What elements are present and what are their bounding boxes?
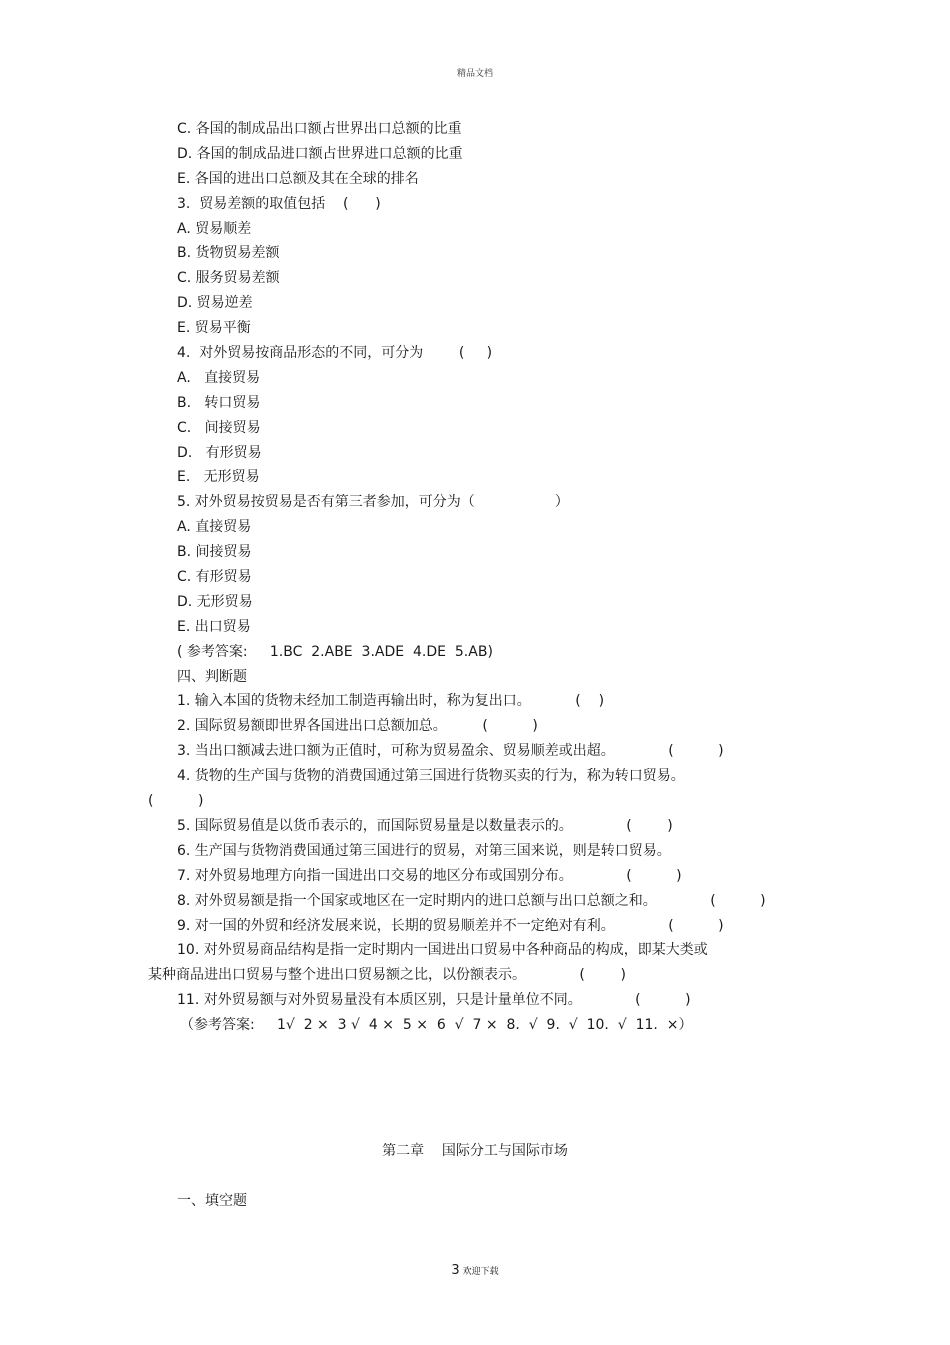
text-line: 8. 对外贸易额是指一个国家或地区在一定时期内的进口总额与出口总额之和。 ( ) xyxy=(177,892,766,909)
text-line: C. 间接贸易 xyxy=(177,419,261,436)
text-line: E. 出口贸易 xyxy=(177,618,251,635)
text-line: 10. 对外贸易商品结构是指一定时期内一国进出口贸易中各种商品的构成，即某大类或 xyxy=(177,942,708,959)
text-line: 4. 货物的生产国与货物的消费国通过第三国进行货物买卖的行为，称为转口贸易。 xyxy=(177,768,685,785)
text-line: 2. 国际贸易额即世界各国进出口总额加总。 ( ) xyxy=(177,718,538,735)
text-line: 7. 对外贸易地理方向指一国进出口交易的地区分布或国别分布。 ( ) xyxy=(177,867,682,884)
section-heading: 一、填空题 xyxy=(177,1193,247,1209)
text-line: E. 各国的进出口总额及其在全球的排名 xyxy=(177,170,419,187)
page-number: 3 xyxy=(451,1263,460,1278)
footer-text: 欢迎下载 xyxy=(462,1267,499,1277)
text-line: D. 各国的制成品进口额占世界进口总额的比重 xyxy=(177,145,463,162)
text-line: 5. 国际贸易值是以货币表示的，而国际贸易量是以数量表示的。 ( ) xyxy=(177,817,673,834)
text-line: D. 贸易逆差 xyxy=(177,295,253,312)
text-line: B. 货物贸易差额 xyxy=(177,245,280,262)
page-header: 精品文档 xyxy=(456,69,493,79)
text-line: 3. 贸易差额的取值包括 ( ) xyxy=(177,195,381,212)
text-line: 某种商品进出口贸易与整个进出口贸易额之比，以份额表示。 ( ) xyxy=(148,967,626,984)
text-line: C. 有形贸易 xyxy=(177,569,252,586)
text-line: 5. 对外贸易按贸易是否有第三者参加，可分为（ ） xyxy=(177,494,569,511)
text-line: 11. 对外贸易额与对外贸易量没有本质区别，只是计量单位不同。 ( ) xyxy=(177,992,691,1009)
text-line: C. 服务贸易差额 xyxy=(177,270,280,287)
text-line: A. 直接贸易 xyxy=(177,369,261,386)
text-line: 4. 对外贸易按商品形态的不同，可分为 ( ) xyxy=(177,345,493,362)
text-line: 9. 对一国的外贸和经济发展来说，长期的贸易顺差并不一定绝对有利。 ( ) xyxy=(177,917,724,934)
page-footer xyxy=(0,1259,950,1278)
text-line: D. 有形贸易 xyxy=(177,444,262,461)
text-line: B. 间接贸易 xyxy=(177,544,252,561)
text-line: 6. 生产国与货物消费国通过第三国进行的贸易，对第三国来说，则是转口贸易。 xyxy=(177,842,671,859)
text-line: ( 参考答案: 1.BC 2.ABE 3.ADE 4.DE 5.AB) xyxy=(177,643,493,660)
text-line: A. 直接贸易 xyxy=(177,519,252,536)
text-line: 3. 当出口额减去进口额为正值时，可称为贸易盈余、贸易顺差或出超。 ( ) xyxy=(177,743,724,760)
text-line: C. 各国的制成品出口额占世界出口总额的比重 xyxy=(177,121,462,137)
text-line: 四、判断题 xyxy=(177,668,247,685)
text-line: B. 转口贸易 xyxy=(177,394,261,411)
text-line: A. 贸易顺差 xyxy=(177,220,252,237)
document-body xyxy=(0,117,950,1038)
text-line: （参考答案: 1√ 2 × 3 √ 4 × 5 × 6 √ 7 × 8. √ 9. √ 10. √ 11. ×） xyxy=(180,1017,693,1034)
text-line: E. 无形贸易 xyxy=(177,469,260,486)
text-line: 1. 输入本国的货物未经加工制造再输出时，称为复出口。 ( ) xyxy=(177,693,605,710)
chapter-title: 第二章 国际分工与国际市场 xyxy=(382,1143,568,1159)
text-line: D. 无形贸易 xyxy=(177,593,253,610)
text-line: E. 贸易平衡 xyxy=(177,320,251,337)
text-line: ( ) xyxy=(148,793,204,810)
